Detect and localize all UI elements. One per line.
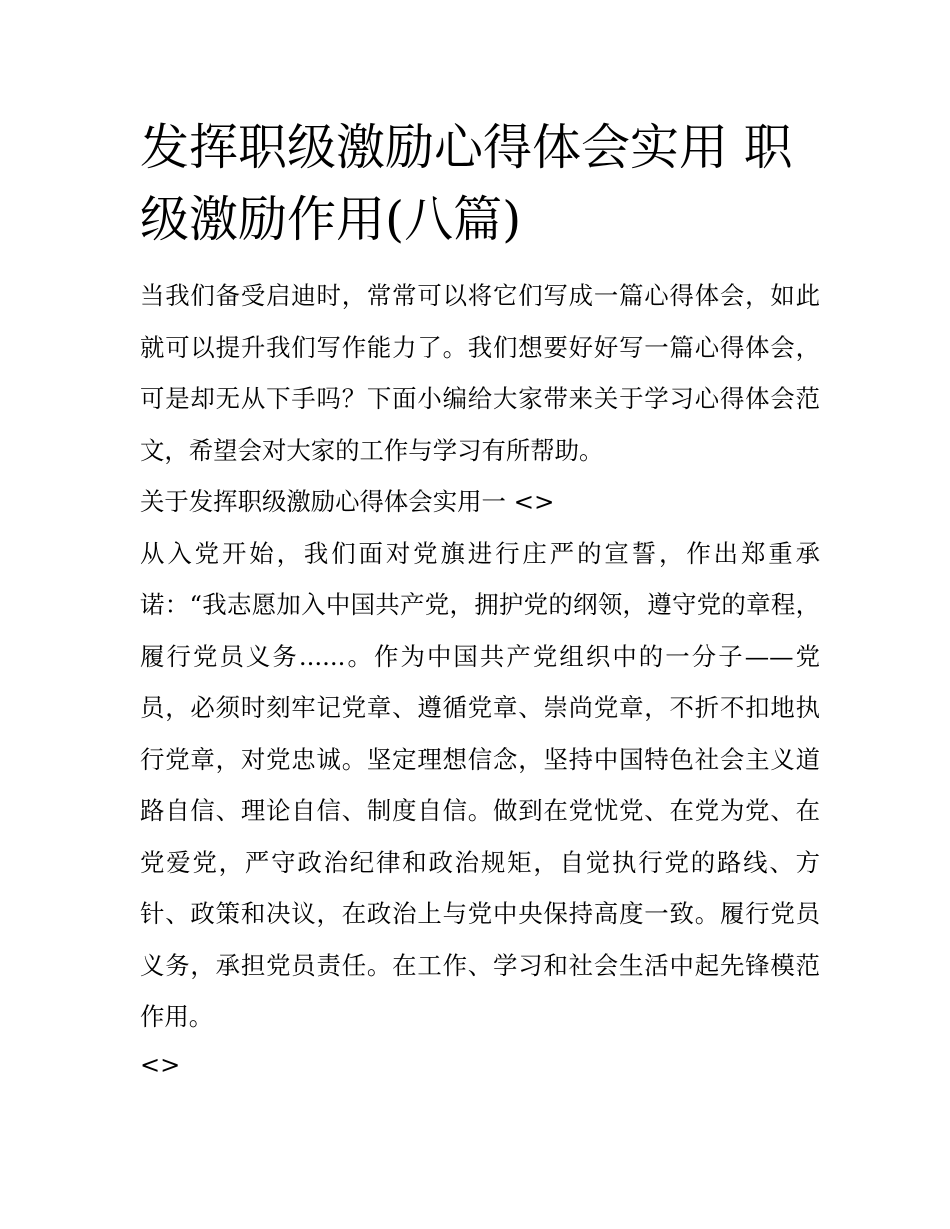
document-page	[140, 112, 820, 1087]
document-title: 发挥职级激励心得体会实用 职级激励作用(八篇)	[140, 119, 793, 248]
section-heading: 关于发挥职级激励心得体会实用一 <>	[140, 487, 555, 516]
body-paragraph: 从入党开始，我们面对党旗进行庄严的宣誓，作出郑重承诺：“我志愿加入中国共产党，拥护党的纲领，遵守党的章程，履行党员义务......。作为中国共产党组织中的一分子——党员，必须时刻牢记党章、遵循党章、崇尚党章，不折不扣地执行党章，对党忠诚。坚定理想信念，坚持中国特色社会主义道路自信、理论自信、制度自信。做到在党忧党、在党为党、在党爱党，严守政治纪律和政治规矩，自觉执行党的路线、方针、政策和决议，在政治上与党中央保持高度一致。履行党员义务，承担党员责任。在工作、学习和社会生活中起先锋模范作用。	[140, 538, 820, 1031]
intro-paragraph: 当我们备受启迪时，常常可以将它们写成一篇心得体会，如此就可以提升我们写作能力了。我们想要好好写一篇心得体会，可是却无从下手吗？下面小编给大家带来关于学习心得体会范文，希望会对大家的工作与学习有所帮助。	[140, 281, 820, 465]
end-marker: <>	[140, 1050, 181, 1079]
